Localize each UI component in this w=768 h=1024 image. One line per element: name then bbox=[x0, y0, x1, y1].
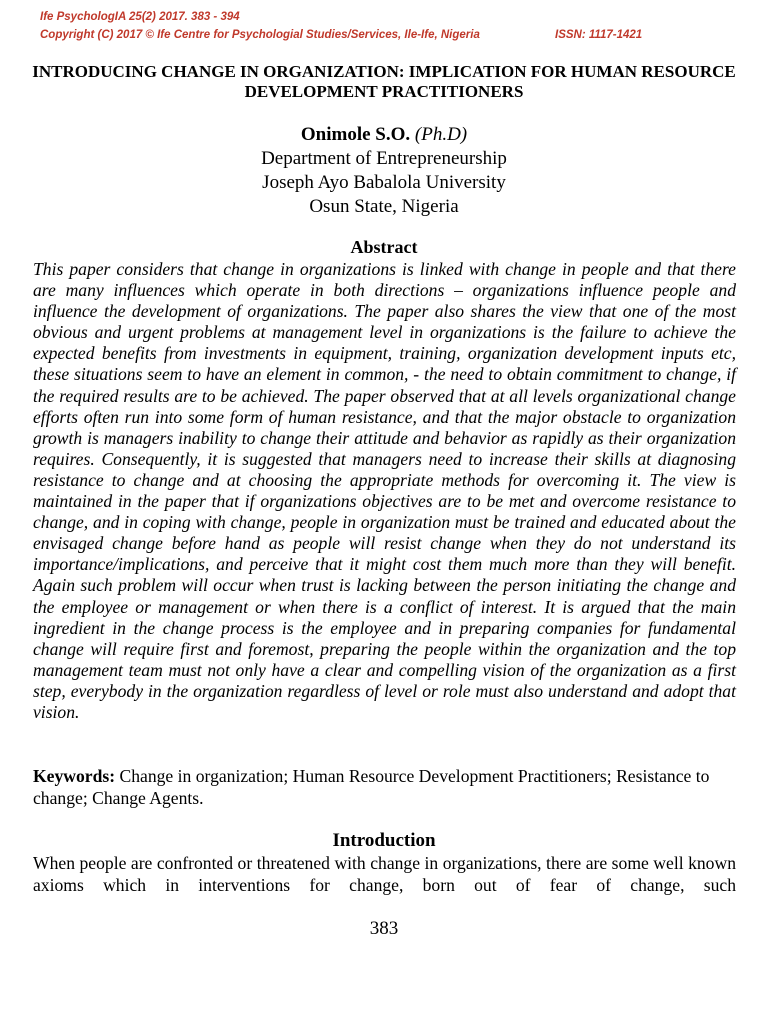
author-line bbox=[30, 123, 738, 147]
author-degree: (Ph.D) bbox=[414, 124, 468, 145]
author-department: Department of Entrepreneurship bbox=[261, 148, 507, 169]
journal-citation: Ife PsychologIA 25(2) 2017. 383 - 394 bbox=[40, 11, 240, 23]
author-location: Osun State, Nigeria bbox=[309, 196, 459, 217]
author-name: Onimole S.O. bbox=[300, 124, 411, 145]
keywords bbox=[33, 766, 736, 809]
paper-title: INTRODUCING CHANGE IN ORGANIZATION: IMPLICATION FOR HUMAN RESOURCE DEVELOPMENT PRACTITIONERS bbox=[32, 62, 736, 101]
abstract-heading: Abstract bbox=[350, 237, 418, 257]
issn: ISSN: 1117-1421 bbox=[555, 29, 643, 41]
copyright-text: Copyright (C) 2017 © Ife Centre for Psychologial Studies/Services, Ile-Ife, Nigeria bbox=[40, 29, 480, 41]
introduction-heading: Introduction bbox=[332, 830, 436, 851]
keywords-text: Change in organization; Human Resource Development Practitioners; Resistance to change; Change Agents. bbox=[33, 766, 710, 808]
author-university: Joseph Ayo Babalola University bbox=[262, 172, 506, 193]
author-block bbox=[30, 123, 738, 219]
introduction-text: When people are confronted or threatened with change in organizations, there are some well known axioms which in interventions for change, born out of fear of change, such bbox=[33, 853, 736, 895]
page-number: 383 bbox=[369, 918, 399, 939]
abstract-text: This paper considers that change in organizations is linked with change in people and that there are many influences which operate in both directions – organizations influence people and influence the development of organizations. The paper also shares the view that one of the most obvious and urgent problems at management level in organizations is the failure to achieve the expected benefits from investments in equipment, training, organization development inputs etc, these situations seem to have an element in common, - the need to obtain commitment to change, if the required results are to be achieved. The paper observed that at all levels organizational change efforts often run into some form of human resistance, and that the major obstacle to organization growth is managers inability to change their attitude and behavior as rapidly as their organization requires. Consequently, it is suggested that managers need to increase their skills at diagnosing resistance to change and at choosing the appropriate methods for overcoming it. The view is maintained in the paper that if organizations objectives are to be met and overcome resistance to change, and in coping with change, people in organization must be trained and educated about the envisaged change before hand as people will resist change when they do not understand its importance/implications, and perceive that it might cost them much more than they will benefit. Again such problem will occur when trust is lacking between the person initiating the change and the employee or management or when there is a conflict of interest. It is argued that the main ingredient in the change process is the employee and in preparing companies for fundamental change will require first and foremost, preparing the people within the organization and the top management team must not only have a clear and compelling vision of the organization as a first step, everybody in the organization regardless of level or role must also understand and adopt that vision. bbox=[33, 259, 736, 722]
copyright-line bbox=[40, 29, 643, 41]
keywords-label: Keywords: bbox=[33, 766, 116, 786]
